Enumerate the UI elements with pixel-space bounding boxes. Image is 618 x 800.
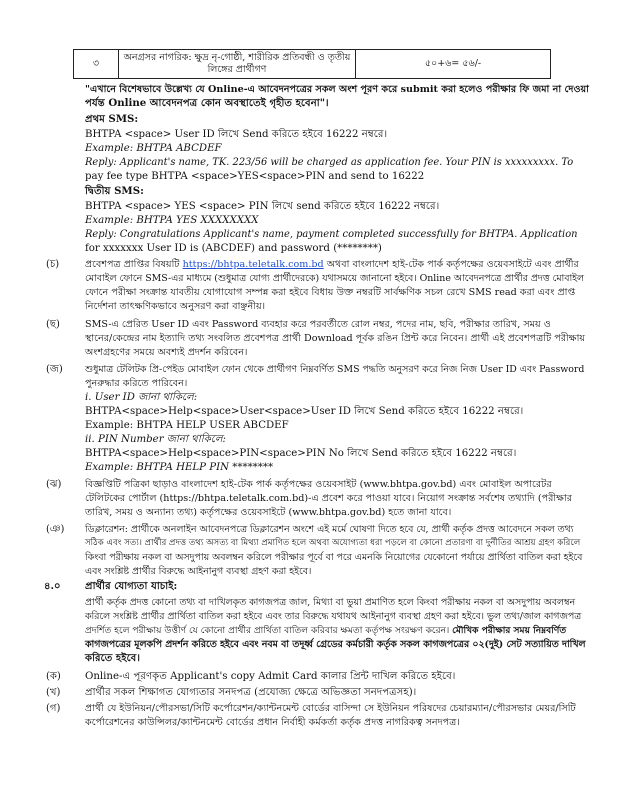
item-c-line-1 (85, 258, 579, 271)
sms1-reply-1: Reply: Applicant's name, TK. 223/56 will be charged as application fee. Your PIN is xxxxxxxxx. To (85, 157, 574, 168)
list4-item-mark: (খ) (46, 687, 61, 698)
table-row (74, 50, 551, 79)
item-jh-line-2: টেলিটকের পোর্টাল (https://bhtpa.teletalk.com.bd)-এ প্রবেশ করে পাওয়া যাবে। নিয়োগ সংক্রান্ত সর্বশেষ তথ্যাদি (পরীক্ষার (85, 493, 572, 504)
item-c-line-4: নির্দেশনা তাৎক্ষণিকভাবে অনুসরণ করা বাঞ্ছনীয়। (85, 301, 266, 312)
sms2-command: BHTPA <space> YES <space> PIN লিখে send করিতে হইবে 16222 নম্বরে। (85, 201, 440, 212)
sms2-example: Example: BHTPA YES XXXXXXXX (85, 215, 259, 226)
item-ny-line-4: এবং সংশ্লিষ্ট প্রার্থীর বিরুদ্ধে আইনানুগ ব্যবস্থা গ্রহণ করা হইবে। (85, 566, 312, 577)
notice-line-1: "এখানে বিশেষভাবে উল্লেখ্য যে Online-এ আবেদনপত্রের সকল অংশ পূরণ করে submit করা হলেও পরীক্ষার ফি জমা না দেওয়া (85, 84, 589, 95)
item-ch-line-3: অংশগ্রহণের সময়ে অবশ্যই প্রদর্শন করিবেন। (85, 347, 248, 358)
section4-line-2: করিলে সংশ্লিষ্ট প্রার্থীর প্রার্থিতা বাতিল করা হইবে এবং তার বিরুদ্ধে যথাযথ আইনানুগ ব্যবস্থা গ্রহণ করা হইবে। ভুল তথ্য/জাল কাগজপত্র (85, 611, 582, 622)
item-jh-line-3: তারিখ, সময় ও অন্যান্য তথ্য) কর্তৃপক্ষের ওয়েবসাইটে (www.bhtpa.gov.bd) হতে জানা যাবে। (85, 507, 452, 518)
section4-line-3 (85, 624, 566, 638)
item-ch-mark: (ছ) (46, 319, 60, 330)
sms1-example: Example: BHTPA ABCDEF (85, 143, 222, 154)
table-cell-number: ৩ (74, 50, 119, 79)
table-cell-fee: ৫০+৬= ৫৬/- (356, 50, 551, 79)
item-ny-line-3: কিংবা পরীক্ষায় নকল বা অসদুপায় অবলম্বন করিলে পরীক্ষার পূর্বে বা পরে এমনকি নিয়োগের যেকোনো পর্যায়ে প্রার্থিতা বাতিল করা হইবে (85, 552, 583, 563)
item-jh-line-1: বিজ্ঞপ্তিটি পত্রিকা ছাড়াও বাংলাদেশ হাই-টেক পার্ক কর্তৃপক্ষের ওয়েবসাইট (www.bhtpa.gov.bd) এবং মোবাইল অপারেটর (85, 479, 552, 490)
item-ch-line-2: স্থানের/কেন্দ্রের নাম ইত্যাদি তথ্য সংবলিত প্রবেশপত্র প্রার্থী Download পূর্বক রঙিন প্রিন্ট করে নিবেন। প্রার্থী এই প্রবেশপত্রটি পরীক্ষায় (85, 333, 585, 344)
list4-item-text: প্রার্থী যে ইউনিয়ন/পৌরসভা/সিটি কর্পোরেশন/ক্যান্টনমেন্ট বোর্ডের বাসিন্দা সে ইউনিয়ন পরিষদের চেয়ারম্যান/পৌরসভার মেয়র/সিটি (85, 703, 576, 714)
item-c-line-2: মোবাইল ফোনে SMS-এর মাধ্যমে (শুধুমাত্র যোগ্য প্রার্থীদেরকে) যথাসময়ে জানানো হইবে। Online আবেদনপত্রে প্রার্থীর প্রদত্ত মোবাইল (85, 273, 585, 284)
list4-item-mark: (গ) (46, 703, 61, 714)
item-jh-mark: (ঝ) (46, 479, 62, 490)
item-ny-line-2: সঠিক এবং সত্য। প্রার্থীর প্রদত্ত তথ্য অসত্য বা মিথ্যা প্রমাণিত হলে অথবা অযোগ্যতা ধরা পড়লে বা কোনো প্রতারণা বা দুর্নীতির আশ্রয় গ্রহণ করিলে (85, 538, 581, 548)
item-ny-line-1: ডিক্লারেশন: প্রার্থীকে অনলাইন আবেদনপত্রে ডিক্লারেশন অংশে এই মর্মে ঘোষণা দিতে হবে যে, প্রার্থী কর্তৃক প্রদত্ত আবেদনে সকল তথ্য (85, 524, 574, 535)
item-c-line-3: ফোনে পরীক্ষা সংক্রান্ত যাবতীয় যোগাযোগ সম্পন্ন করা হইবে বিধায় উক্ত নম্বরটি সার্বক্ষণিক সচল রেখে SMS read করা এবং প্রাপ্ত (85, 287, 576, 298)
list4-item-text: Online-এ পূরণকৃত Applicant's copy Admit Card কালার প্রিন্ট দাখিল করিতে হইবে। (85, 671, 456, 682)
item-j-mark: (জ) (46, 364, 63, 375)
section4-line-3-bold: মৌখিক পরীক্ষার সময় নিম্নবর্ণিত (452, 625, 567, 636)
item-j-i-title: i. User ID জানা থাকিলে: (85, 392, 198, 403)
sms2-title: দ্বিতীয় SMS: (85, 185, 144, 197)
item-c-mark: (চ) (46, 259, 60, 270)
sms2-reply-1: Reply: Congratulations Applicant's name, payment completed successfully for BHTPA. Application (85, 229, 578, 240)
item-j-ii-command: BHTPA<space>Help<space>PIN<space>PIN No লিখে Send করিতে হইবে 16222 নম্বরে। (85, 448, 517, 459)
list4-item-text-2: কর্পোরেশনের কাউন্সিলর/ক্যান্টনমেন্ট বোর্ডের প্রধান নির্বাহী কর্মকর্তা কর্তৃক প্রদত্ত নাগরিকত্ব সনদপত্র। (85, 717, 460, 728)
list4-item-text: প্রার্থীর সকল শিক্ষাগত যোগ্যতার সনদপত্র (প্রযোজ্য ক্ষেত্রে অভিজ্ঞতা সনদপত্রসহ)। (85, 687, 417, 698)
item-j-ii-example: Example: BHTPA HELP PIN ******** (85, 462, 274, 473)
category-line-2: লিঙ্গের প্রার্থীগণ (207, 64, 267, 75)
category-line-1: অনগ্রসর নাগরিক: ক্ষুদ্র নৃ-গোষ্ঠী, শারীরিক প্রতিবন্ধী ও তৃতীয় (123, 52, 351, 63)
item-c-text-a: প্রবেশপত্র প্রাপ্তির বিষয়টি (85, 259, 183, 270)
notice-line-2: পর্যন্ত Online আবেদনপত্র কোন অবস্থাতেই গৃহীত হবেনা"। (85, 97, 329, 109)
item-j-ii-title: ii. PIN Number জানা থাকিলে: (85, 434, 226, 445)
sms1-title: প্রথম SMS: (85, 113, 139, 125)
item-ch-line-1: SMS-এ প্রেরিত User ID এবং Password ব্যবহার করে পরবর্তীতে রোল নম্বর, পদের নাম, ছবি, পরীক্ষার তারিখ, সময় ও (85, 319, 551, 330)
fee-table (73, 49, 551, 79)
sms2-reply-2: for xxxxxxx User ID is (ABCDEF) and password (********) (85, 243, 382, 254)
section4-line-5: করিতে হইবে। (85, 652, 140, 664)
sms1-reply-2: pay fee type BHTPA <space>YES<space>PIN and send to 16222 (85, 171, 425, 182)
section4-line-4: কাগজপত্রের মূলকপি প্রদর্শন করিতে হইবে এবং নবম বা তদূর্ধ্ব গ্রেডের কর্মচারী কর্তৃক সকল কাগজপত্রের ০২(দুই) সেট সত্যায়িত দাখিল (85, 639, 586, 650)
item-ny-mark: (ঞ) (46, 524, 65, 535)
table-cell-category (119, 50, 356, 79)
item-j-line-2: পুনরুদ্ধার করিতে পারিবেন। (85, 378, 188, 389)
item-c-text-b: অথবা বাংলাদেশ হাই-টেক পার্ক কর্তৃপক্ষের ওয়েবসাইটে এবং প্রার্থীর (323, 259, 579, 270)
item-j-line-1: শুধুমাত্র টেলিটক প্রি-পেইড মোবাইল ফোন থেকে প্রার্থীগণ নিম্নবর্ণিত SMS পদ্ধতি অনুসরণ করে নিজ নিজ User ID এবং Password (85, 364, 585, 375)
teletalk-link[interactable]: https://bhtpa.teletalk.com.bd (182, 259, 324, 270)
section4-line-3-text: প্রদর্শিত হলে পরীক্ষায় উত্তীর্ণ যে কোনো প্রার্থীর প্রার্থিতা বাতিল করিবার ক্ষমতা কর্তৃপক্ষ সংরক্ষণ করেন। (85, 626, 453, 636)
item-j-i-command: BHTPA<space>Help<space>User<space>User ID লিখে Send করিতে হইবে 16222 নম্বরে। (85, 406, 524, 417)
list4-item-mark: (ক) (46, 671, 61, 682)
section4-title: প্রার্থীর যোগ্যতা যাচাই: (85, 580, 178, 592)
section4-line-1: প্রার্থী কর্তৃক প্রদত্ত কোনো তথ্য বা দাখিলকৃত কাগজপত্র জাল, মিথ্যা বা ভুয়া প্রমাণিত হলে কিংবা পরীক্ষায় নকল বা অসদুপায় অবলম্বন (85, 597, 576, 608)
section4-mark: ৪.০ (44, 581, 61, 592)
item-j-i-example: Example: BHTPA HELP USER ABCDEF (85, 420, 289, 431)
sms1-command: BHTPA <space> User ID লিখে Send করিতে হইবে 16222 নম্বরে। (85, 129, 388, 140)
